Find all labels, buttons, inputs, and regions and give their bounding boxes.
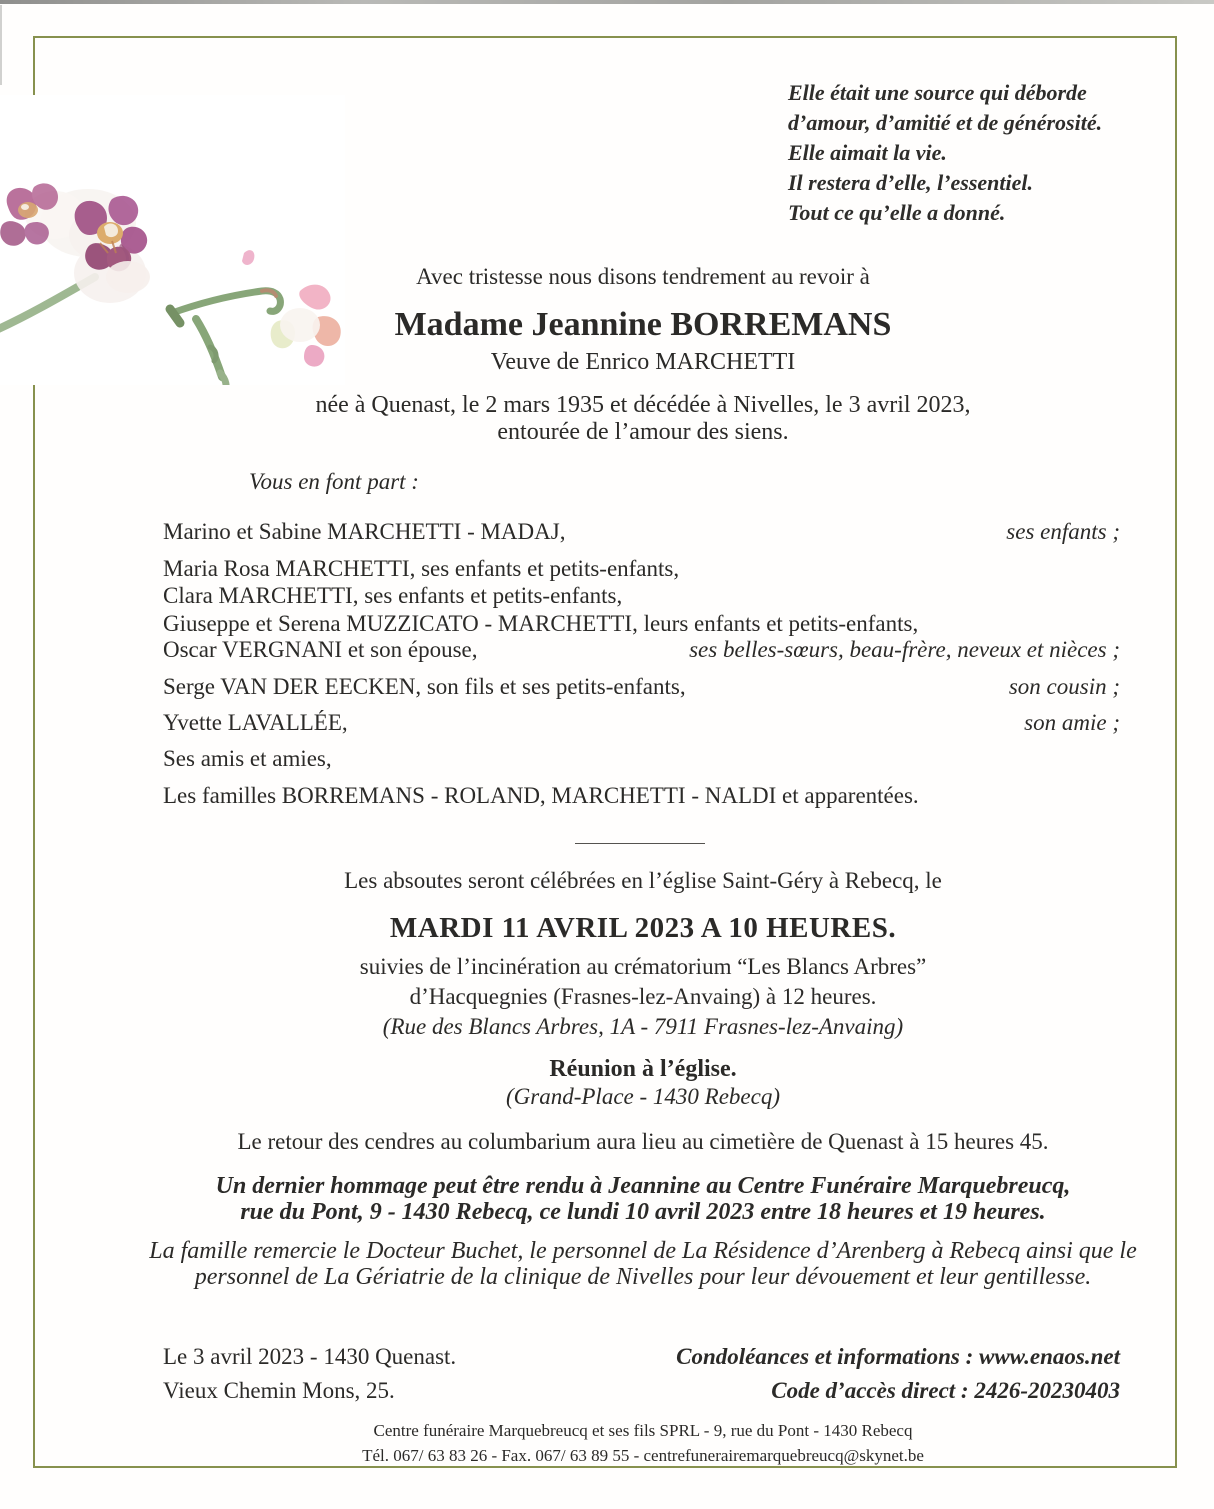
family-row <box>163 637 1120 663</box>
condolences-code-line: Code d’accès direct : 2426-20230403 <box>771 1378 1120 1403</box>
epitaph-quote-line: d’amour, d’amitié et de générosité. <box>788 110 1103 135</box>
family-row <box>163 611 1120 637</box>
family-name: Giuseppe et Serena MUZZICATO - MARCHETTI, leurs enfants et petits-enfants, <box>163 611 919 636</box>
epitaph-quote-line: Il restera d’elle, l’essentiel. <box>788 170 1034 195</box>
epitaph-quote-line: Elle aimait la vie. <box>788 140 947 165</box>
ashes-return-line: Le retour des cendres au columbarium aura lieu au cimetière de Quenast à 15 heures 45. <box>237 1129 1049 1154</box>
tribute-line-1: Un dernier hommage peut être rendu à Jeannine au Centre Funéraire Marquebreucq, <box>215 1173 1071 1199</box>
issued-address-line: Vieux Chemin Mons, 25. <box>163 1378 395 1403</box>
service-intro-line: Les absoutes seront célébrées en l’église Saint-Géry à Rebecq, le <box>344 868 942 893</box>
family-name: Maria Rosa MARCHETTI, ses enfants et petits-enfants, <box>163 556 680 581</box>
cremation-line-1: suivies de l’incinération au crématorium “Les Blancs Arbres” <box>359 954 927 979</box>
condolences-info-line: Condoléances et informations : www.enaos.net <box>676 1344 1120 1369</box>
birth-death-line: née à Quenast, le 2 mars 1935 et décédée à Nivelles, le 3 avril 2023, <box>315 392 971 418</box>
family-name: Yvette LAVALLÉE, <box>163 710 348 735</box>
meeting-address: (Grand-Place - 1430 Rebecq) <box>506 1084 780 1109</box>
epitaph-quote <box>788 78 1148 228</box>
family-name: Serge VAN DER EECKEN, son fils et ses petits-enfants, <box>163 674 686 699</box>
epitaph-quote-line: Tout ce qu’elle a donné. <box>788 200 1006 225</box>
family-name: Oscar VERGNANI et son épouse, <box>163 637 478 662</box>
condolences-block <box>600 1340 1120 1408</box>
family-row <box>163 674 1120 700</box>
meeting-line: Réunion à l’église. <box>549 1056 737 1082</box>
family-relation: son cousin ; <box>1008 674 1120 699</box>
cremation-address: (Rue des Blancs Arbres, 1A - 7911 Frasnes-lez-Anvaing) <box>382 1014 904 1039</box>
family-row <box>163 746 1120 772</box>
family-row <box>163 556 1120 582</box>
announcement-label: Vous en font part : <box>249 469 419 494</box>
funeral-home-line-2: Tél. 067/ 63 83 26 - Fax. 067/ 63 89 55 - centrefunerairemarquebreucq@skynet.be <box>362 1446 924 1465</box>
family-name: Clara MARCHETTI, ses enfants et petits-enfants, <box>163 583 623 608</box>
service-date-line: MARDI 11 AVRIL 2023 A 10 HEURES. <box>389 912 897 944</box>
issued-block <box>163 1340 456 1408</box>
thanks-line-1: La famille remercie le Docteur Buchet, le personnel de La Résidence d’Arenberg à Rebecq ainsi que le <box>149 1238 1137 1264</box>
family-name: Les familles BORREMANS - ROLAND, MARCHETTI - NALDI et apparentées. <box>163 783 919 808</box>
scan-edge-left-line <box>0 5 2 85</box>
epitaph-quote-line: Elle était une source qui déborde <box>788 80 1087 105</box>
cremation-line-2: d’Hacquegnies (Frasnes-lez-Anvaing) à 12 heures. <box>409 984 877 1009</box>
family-relation: ses belles-sœurs, beau-frère, neveux et nièces ; <box>689 637 1120 662</box>
birth-death-line-2: entourée de l’amour des siens. <box>497 419 789 445</box>
issued-date-line: Le 3 avril 2023 - 1430 Quenast. <box>163 1344 457 1369</box>
tribute-line-2: rue du Pont, 9 - 1430 Rebecq, ce lundi 10 avril 2023 entre 18 heures et 19 heures. <box>240 1199 1046 1225</box>
family-relation: ses enfants ; <box>1006 519 1120 544</box>
family-row <box>163 783 1120 809</box>
family-row <box>163 583 1120 609</box>
family-name: Marino et Sabine MARCHETTI - MADAJ, <box>163 519 566 544</box>
widow-line: Veuve de Enrico MARCHETTI <box>490 349 796 375</box>
section-divider <box>575 843 705 844</box>
family-relation: son amie ; <box>1024 710 1120 735</box>
scan-edge-top-line <box>0 0 1214 4</box>
deceased-name: Madame Jeannine BORREMANS <box>394 306 892 343</box>
funeral-home-line-1: Centre funéraire Marquebreucq et ses fils SPRL - 9, rue du Pont - 1430 Rebecq <box>373 1421 913 1440</box>
intro-line: Avec tristesse nous disons tendrement au revoir à <box>416 264 870 289</box>
thanks-line-2: personnel de La Gériatrie de la clinique de Nivelles pour leur dévouement et leur gentillesse. <box>194 1264 1092 1290</box>
family-row <box>163 519 1120 545</box>
family-name: Ses amis et amies, <box>163 746 332 771</box>
family-row <box>163 710 1120 736</box>
